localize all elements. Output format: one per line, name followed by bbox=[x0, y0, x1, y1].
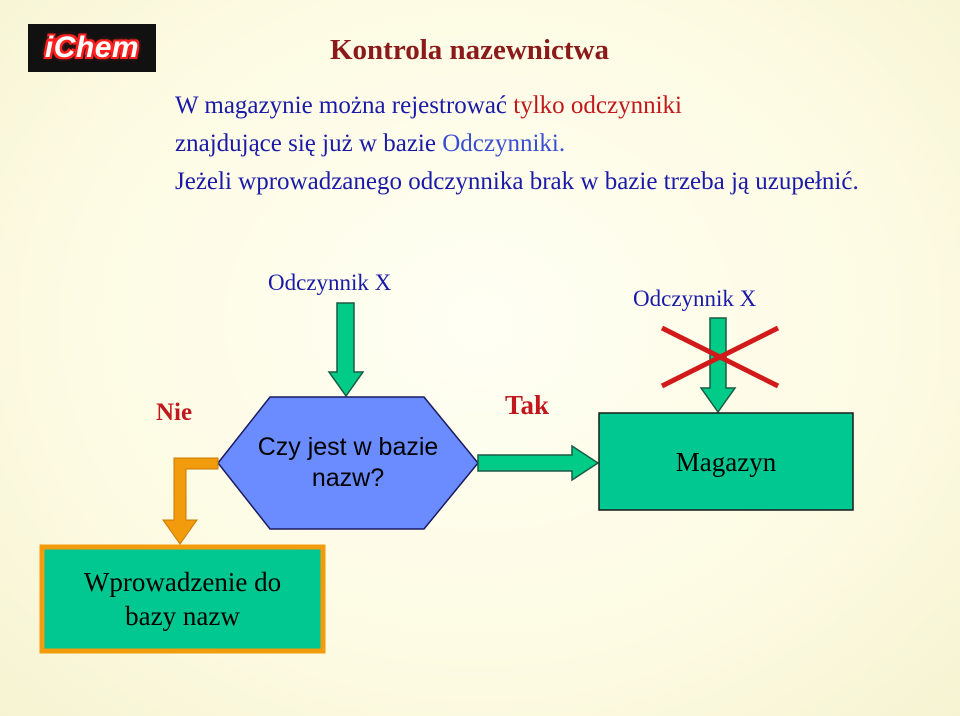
entry-label: Wprowadzenie do bazy nazw bbox=[83, 567, 282, 631]
para-text-3: Jeżeli wprowadzanego odczynnika brak w bazie trzeba ją uzupełnić. bbox=[175, 168, 859, 195]
logo-text: iChem bbox=[44, 31, 140, 64]
para-text-2: znajdujące się już w bazie bbox=[175, 130, 443, 157]
para-highlight-2: Odczynniki. bbox=[442, 130, 566, 157]
input-label-right: Odczynnik X bbox=[633, 286, 757, 311]
arrow-no bbox=[163, 458, 218, 544]
para-highlight-1: tylko odczynniki bbox=[513, 92, 683, 119]
arrow-yes bbox=[478, 446, 598, 480]
store-label: Magazyn bbox=[675, 447, 777, 477]
decision-label: Czy jest w bazie nazw? bbox=[257, 433, 439, 492]
para-text-1: W magazynie można rejestrować bbox=[175, 92, 514, 119]
no-label: Nie bbox=[156, 399, 193, 426]
yes-label: Tak bbox=[505, 390, 550, 420]
input-label-left: Odczynnik X bbox=[268, 270, 392, 295]
arrow-input-left bbox=[329, 303, 363, 396]
slide-title: Kontrola nazewnictwa bbox=[330, 34, 609, 66]
